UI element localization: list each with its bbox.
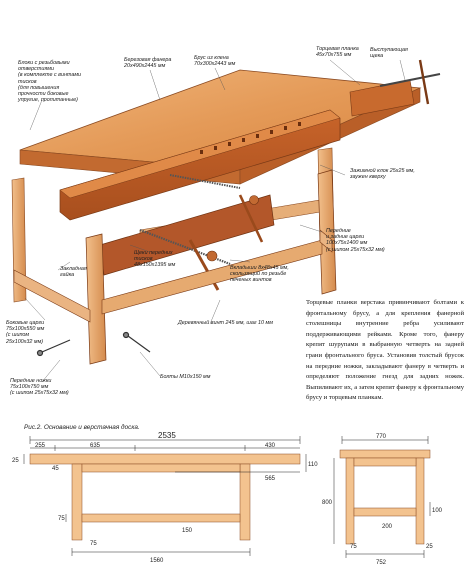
- elevation-leg-right: [240, 464, 250, 540]
- label-bolts: Болты М10х150 мм: [160, 374, 211, 380]
- dim-565: 565: [265, 476, 276, 482]
- label-end-plank: Торцевая планка 45х70х755 мм: [316, 46, 359, 59]
- elevation-leg-left: [72, 464, 82, 540]
- side-lower-rail: [354, 508, 416, 516]
- side-top: [340, 450, 430, 458]
- side-elevation-drawing: [322, 428, 450, 578]
- dim-25: 25: [12, 458, 19, 464]
- elevation-upper-rail: [82, 464, 240, 472]
- dim-255: 255: [35, 443, 46, 449]
- dim-2535: 2535: [158, 431, 176, 440]
- dim-800: 800: [322, 500, 333, 506]
- label-thread-blocks: Блоки с резьбовыми отверстиями (в комплекте с винтами тисков (для повышения прочности боковые упругие, пропитанные): [18, 60, 82, 104]
- label-birch-plywood: Березовая фанера 20х490х2445 мм: [124, 57, 172, 70]
- dim-45: 45: [52, 466, 59, 472]
- dim-100: 100: [432, 508, 443, 514]
- front-elevation-drawing: [10, 428, 320, 578]
- dim-75-rail: 75: [58, 516, 65, 522]
- elevation-lower-rail: [82, 514, 240, 522]
- label-captive-nut: Закладная гайка: [60, 266, 87, 279]
- label-vise-cheeks: Щеки передних тисков 48х150х1395 мм: [134, 250, 176, 269]
- dim-25-side: 25: [426, 544, 433, 550]
- dim-635: 635: [90, 443, 101, 449]
- label-front-legs: Передние ножки 75х100х750 мм (с шипом 25х75х32 мм): [10, 378, 69, 397]
- end-vise-handle: [420, 60, 428, 104]
- dim-430: 430: [265, 443, 276, 449]
- description-text: Торцевые планки верстака привинчивают болтами к фронтальному брусу, а для крепления фанерной столешницы внутренние ребра усиливают поддерживающими рейками. Кроме того, фанеру крепят шурупами в выбранную четверть на задней грани фронтального бруса. Установив толстый брусок на передние ножки, закладывают фанеру в четверть и определяют положение гнезд для задних ножек. Выпиливают их, а затем крепят фанеру к фронтальному брусу и торцевым планкам.: [306, 299, 464, 402]
- side-leg-right: [416, 458, 424, 544]
- label-protruding-cheek: Выступающая щека: [370, 47, 408, 60]
- dim-1560: 1560: [150, 558, 164, 564]
- dim-200: 200: [382, 524, 393, 530]
- bolt-icon-2: [124, 333, 151, 353]
- dim-75-side: 75: [350, 544, 357, 550]
- label-front-back-rails: Передние и задние царги 100х75х1400 мм (с шипом 25х75х32 мм): [326, 228, 385, 253]
- dim-110: 110: [308, 462, 318, 468]
- label-side-rails: Боковые царги 75х100х550 мм (с шипом 25х100х32 мм): [6, 320, 45, 345]
- side-upper-rail: [354, 458, 416, 466]
- label-wooden-screw: Деревянный винт 245 мм, шаг 10 мм: [178, 320, 273, 326]
- elevation-top: [30, 454, 300, 464]
- label-clamping-block: Зажимной клок 25х25 мм, заужен кверху: [350, 168, 415, 181]
- figure-caption: Рис.2. Основание и верстачная доска.: [24, 424, 140, 431]
- label-maple-beam: Брус из клена 70х300х2443 мм: [194, 55, 236, 68]
- label-inserts: Вкладыши 8х48х45 мм, скользящий по резьбе печеных винтов: [230, 265, 289, 284]
- dim-75-foot: 75: [90, 541, 97, 547]
- dim-752: 752: [376, 560, 387, 566]
- dim-770: 770: [376, 434, 387, 440]
- dim-150: 150: [182, 528, 193, 534]
- side-leg-left: [346, 458, 354, 544]
